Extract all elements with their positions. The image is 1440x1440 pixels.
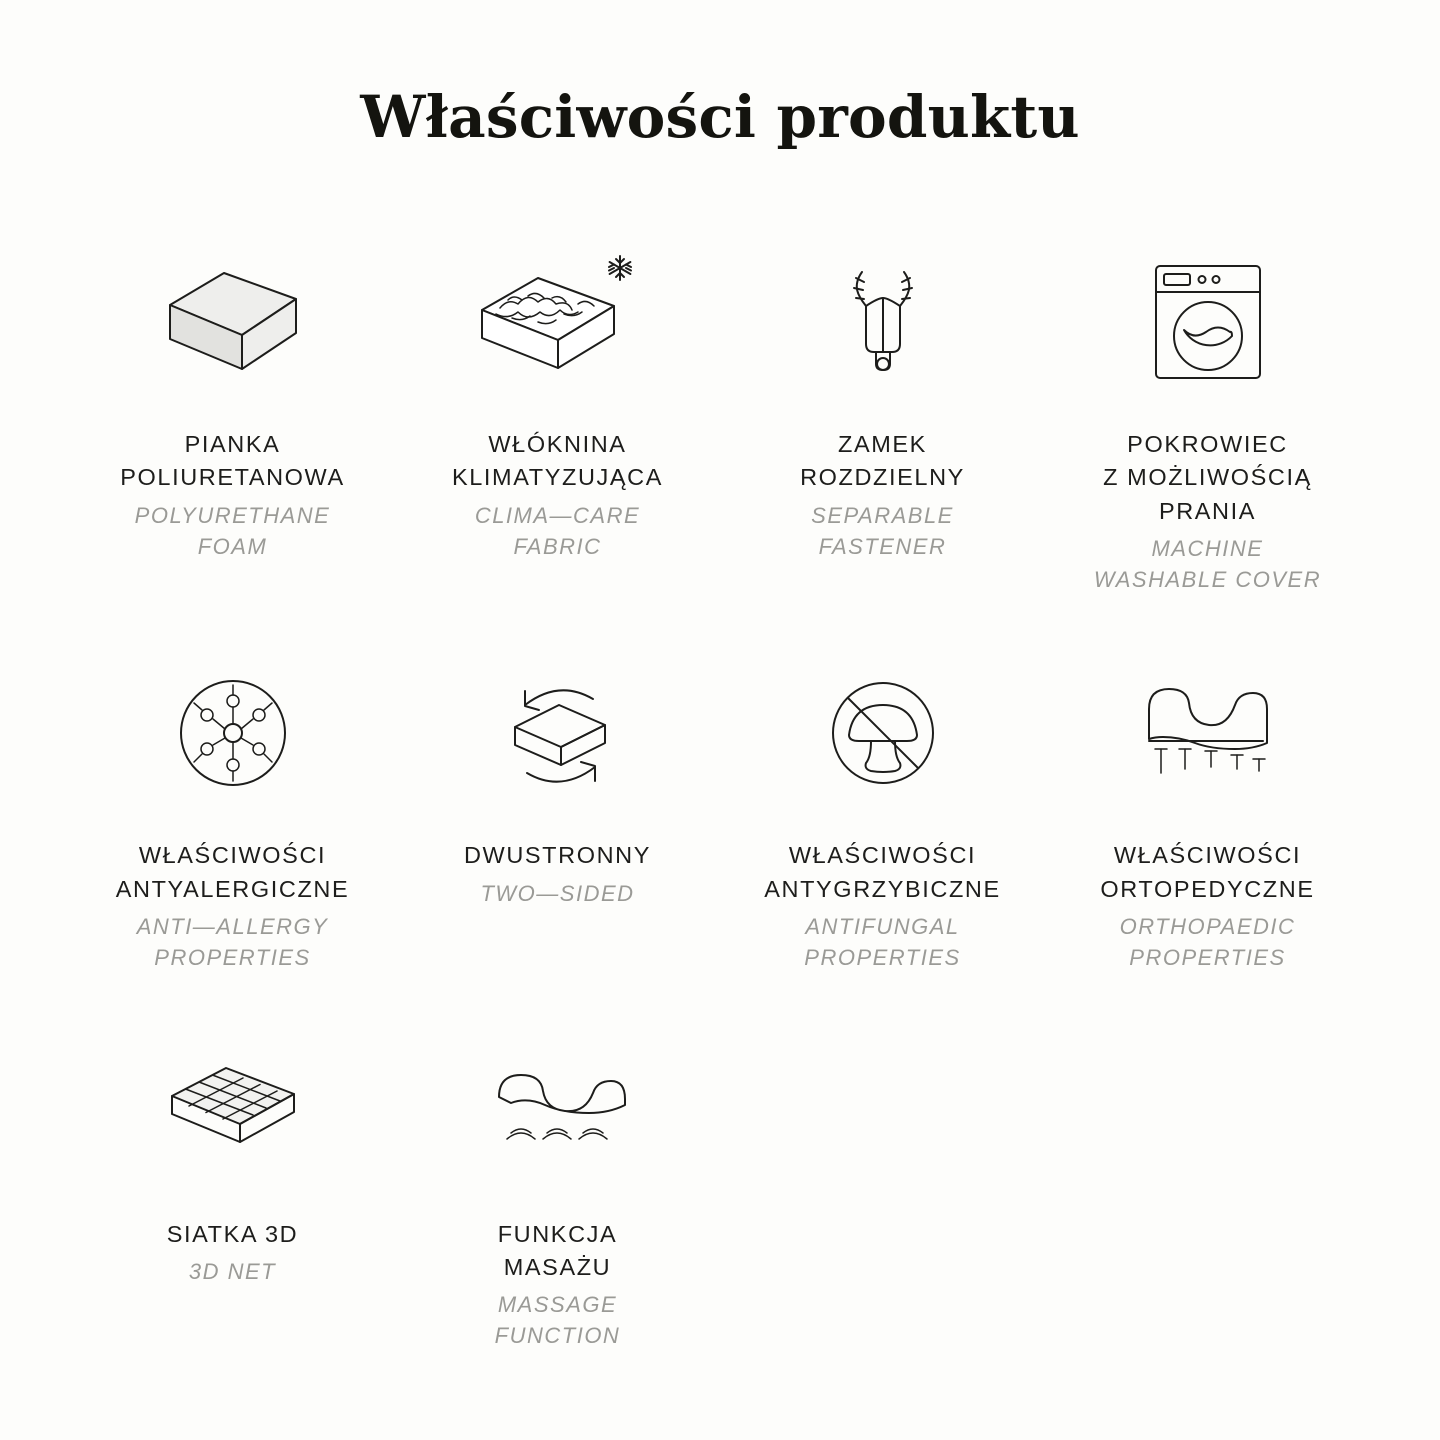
feature-label-en: ANTI—ALLERGY PROPERTIES [136,914,329,971]
feature-item [70,242,395,596]
feature-label-pl: WŁAŚCIWOŚCI ANTYGRZYBICZNE [764,842,1001,902]
feature-label-en: ANTIFUNGAL PROPERTIES [804,914,961,971]
feature-item [1045,653,1370,973]
feature-item [720,653,1045,973]
feature-item [395,1032,720,1352]
feature-label-pl: POKROWIEC Z MOŻLIWOŚCIĄ PRANIA [1103,430,1312,524]
feature-label-pl: WŁAŚCIWOŚCI ANTYALERGICZNE [115,842,350,902]
feature-label-en: SEPARABLE FASTENER [811,502,954,559]
anti-allergy-icon [163,653,303,813]
feature-item [1045,242,1370,596]
feature-label-en: CLIMA—CARE FABRIC [474,502,641,559]
feature-label-pl: PIANKA POLIURETANOWA [120,430,345,491]
feature-label-en: ORTHOPAEDIC PROPERTIES [1119,914,1296,971]
feature-label-pl: WŁAŚCIWOŚCI ORTOPEDYCZNE [1100,842,1315,902]
feature-label-en: POLYURETHANE FOAM [134,502,331,559]
3d-net-icon [158,1032,308,1192]
feature-label-en: MACHINE WASHABLE COVER [1093,535,1322,593]
clima-care-fabric-icon [468,242,648,402]
feature-label-pl: ZAMEK ROZDZIELNY [800,430,965,491]
feature-item [70,1032,395,1352]
feature-label-pl: WŁÓKNINA KLIMATYZUJĄCA [451,430,663,491]
massage-function-icon [483,1032,633,1192]
two-sided-rotate-icon [483,653,633,813]
feature-label-pl: FUNKCJA MASAŻU [497,1220,618,1280]
feature-label-pl: DWUSTRONNY [463,842,652,869]
zipper-icon [818,242,948,402]
feature-item [395,653,720,973]
feature-item [720,242,1045,596]
washing-machine-icon [1138,242,1278,402]
feature-label-en: 3D NET [188,1258,277,1284]
feature-label-en: TWO—SIDED [480,880,635,906]
antifungal-icon [813,653,953,813]
feature-item [395,242,720,596]
orthopaedic-support-icon [1133,653,1283,813]
feature-item [70,653,395,973]
features-grid [0,242,1440,1352]
foam-block-icon [158,242,308,402]
feature-label-en: MASSAGE FUNCTION [494,1292,621,1349]
page-title: Właściwości produktu [360,83,1080,151]
feature-label-pl: SIATKA 3D [166,1220,299,1247]
